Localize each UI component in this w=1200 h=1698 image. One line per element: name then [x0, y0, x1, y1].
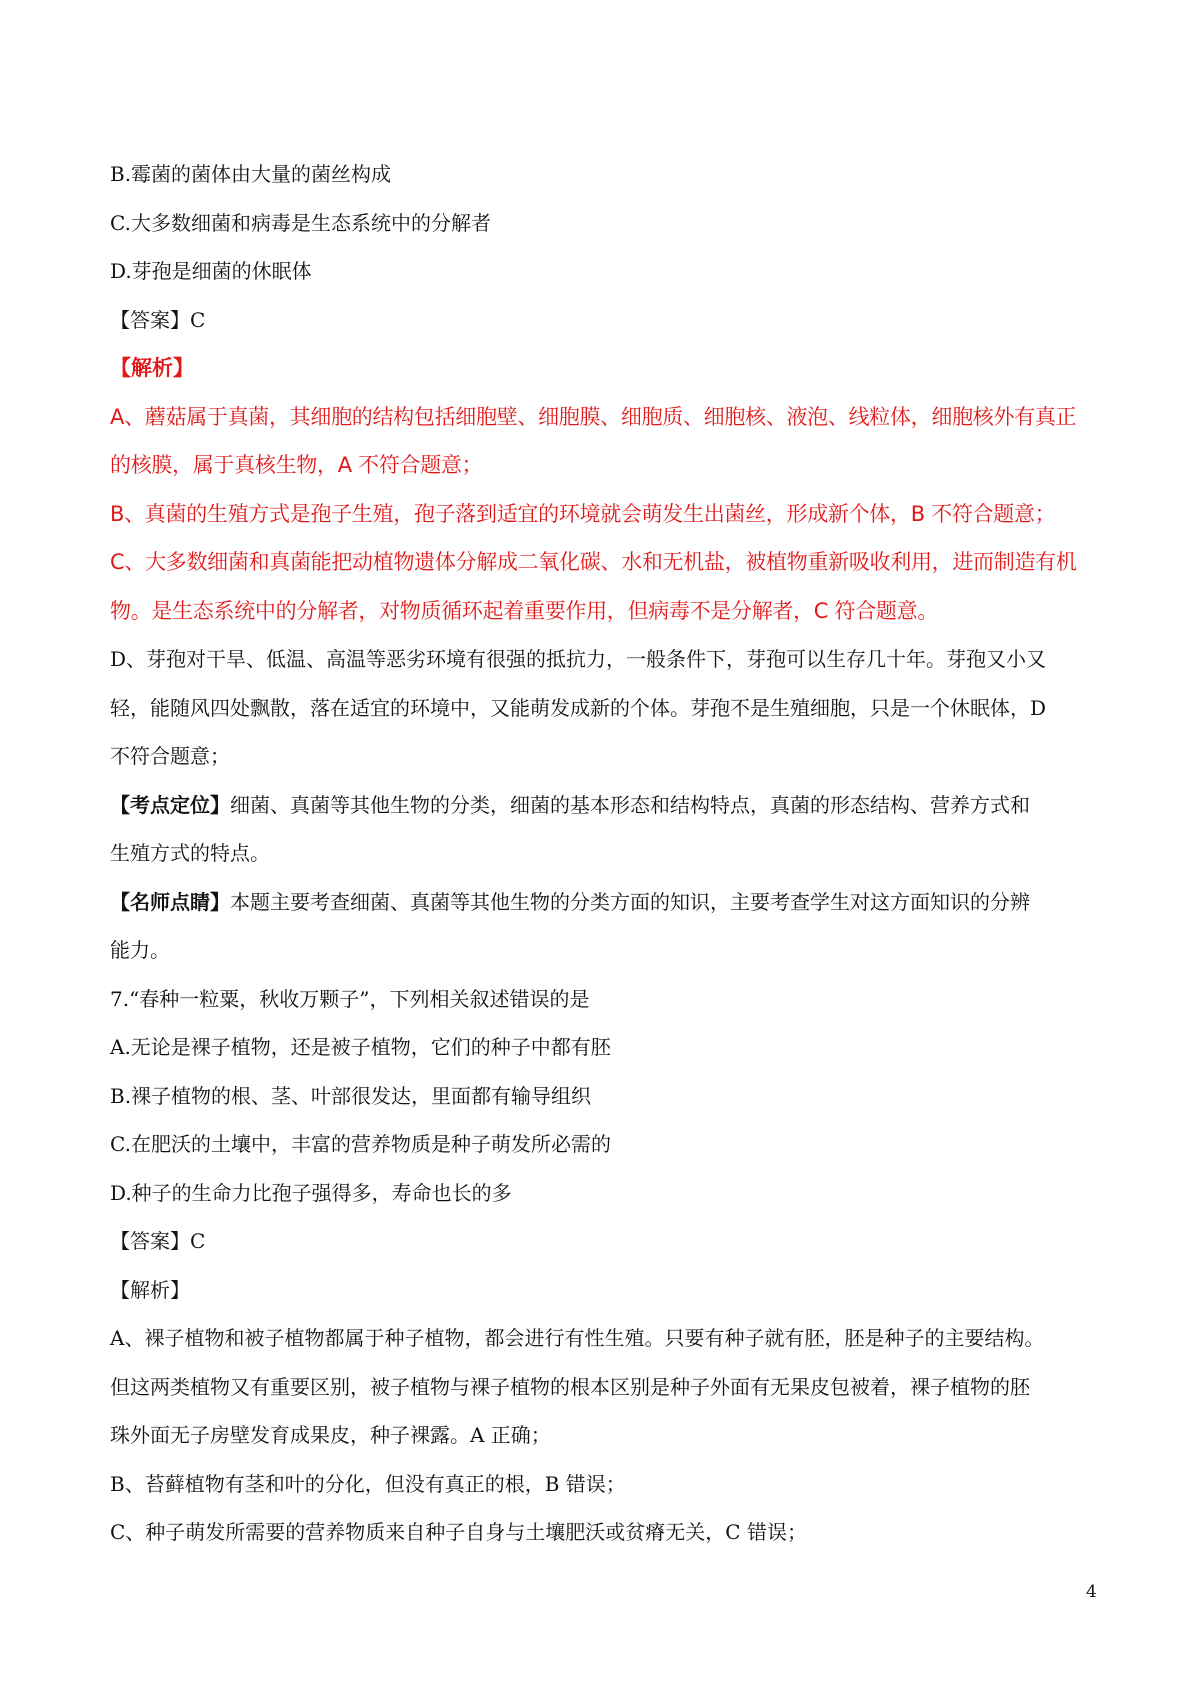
q7-analysis-line: B、苔藓植物有茎和叶的分化，但没有真正的根，B 错误； [110, 1471, 626, 1496]
q6-mingshi-text: 本题主要考查细菌、真菌等其他生物的分类方面的知识，主要考查学生对这方面知识的分辨 [230, 889, 1030, 914]
q7-option-c: C.在肥沃的土壤中，丰富的营养物质是种子萌发所必需的 [110, 1132, 611, 1156]
q7-analysis-label: 【解析】 [110, 1277, 190, 1302]
q6-mingshi-line [110, 878, 1110, 927]
q6-mingshi-line: 能力。 [110, 938, 170, 962]
q6-analysis-label: 【解析】 [110, 356, 194, 380]
q6-mingshi-label: 【名师点睛】 [110, 889, 230, 914]
q6-analysis-line: B、真菌的生殖方式是孢子生殖，孢子落到适宜的环境就会萌发生出菌丝，形成新个体，B 不符合题意； [110, 501, 1056, 526]
q7-option-d: D.种子的生命力比孢子强得多，寿命也长的多 [110, 1180, 512, 1205]
q7-option-a: A.无论是裸子植物，还是被子植物，它们的种子中都有胚 [110, 1035, 611, 1059]
document-page [110, 150, 1110, 1557]
q6-option-d: D.芽孢是细菌的休眠体 [110, 259, 312, 283]
page-number: 4 [1086, 1582, 1097, 1602]
q7-stem: 7.“春种一粒粟，秋收万颗子”，下列相关叙述错误的是 [110, 986, 590, 1011]
q7-analysis-line: 珠外面无子房壁发育成果皮，种子裸露。A 正确； [110, 1423, 551, 1447]
q7-analysis-line: C、种子萌发所需要的营养物质来自种子自身与土壤肥沃或贫瘠无关，C 错误； [110, 1520, 807, 1544]
q6-answer: 【答案】C [110, 307, 206, 332]
q6-analysis-d-line: 轻，能随风四处飘散，落在适宜的环境中，又能萌发成新的个体。芽孢不是生殖细胞，只是一个休眠体，D [110, 695, 1047, 720]
q6-option-c: C.大多数细菌和病毒是生态系统中的分解者 [110, 210, 491, 235]
q6-analysis-d-line: 不符合题意； [110, 744, 230, 768]
q6-analysis-line: 的核膜，属于真核生物，A 不符合题意； [110, 453, 483, 477]
q6-kaodian-line [110, 781, 1110, 830]
q6-analysis-line: A、蘑菇属于真菌，其细胞的结构包括细胞壁、细胞膜、细胞质、细胞核、液泡、线粒体，细胞核外有真正 [110, 404, 1077, 429]
q6-analysis-line: C、大多数细菌和真菌能把动植物遗体分解成二氧化碳、水和无机盐，被植物重新吸收利用，进而制造有机 [110, 550, 1077, 574]
q6-kaodian-text: 细菌、真菌等其他生物的分类，细菌的基本形态和结构特点，真菌的形态结构、营养方式和 [230, 792, 1030, 817]
q7-option-b: B.裸子植物的根、茎、叶部很发达，里面都有输导组织 [110, 1083, 592, 1108]
q6-analysis-d-line: D、芽孢对干旱、低温、高温等恶劣环境有很强的抵抗力，一般条件下，芽孢可以生存几十年。芽孢又小又 [110, 647, 1047, 671]
q7-analysis-line: 但这两类植物又有重要区别，被子植物与裸子植物的根本区别是种子外面有无果皮包被着，裸子植物的胚 [110, 1374, 1030, 1399]
q7-analysis-line: A、裸子植物和被子植物都属于种子植物，都会进行有性生殖。只要有种子就有胚，胚是种子的主要结构。 [110, 1326, 1045, 1350]
q6-kaodian-line: 生殖方式的特点。 [110, 841, 270, 865]
q6-analysis-line: 物。是生态系统中的分解者，对物质循环起着重要作用，但病毒不是分解者，C 符合题意。 [110, 598, 939, 623]
q7-answer: 【答案】C [110, 1229, 206, 1253]
q6-kaodian-label: 【考点定位】 [110, 792, 230, 817]
q6-option-b: B.霉菌的菌体由大量的菌丝构成 [110, 162, 392, 186]
